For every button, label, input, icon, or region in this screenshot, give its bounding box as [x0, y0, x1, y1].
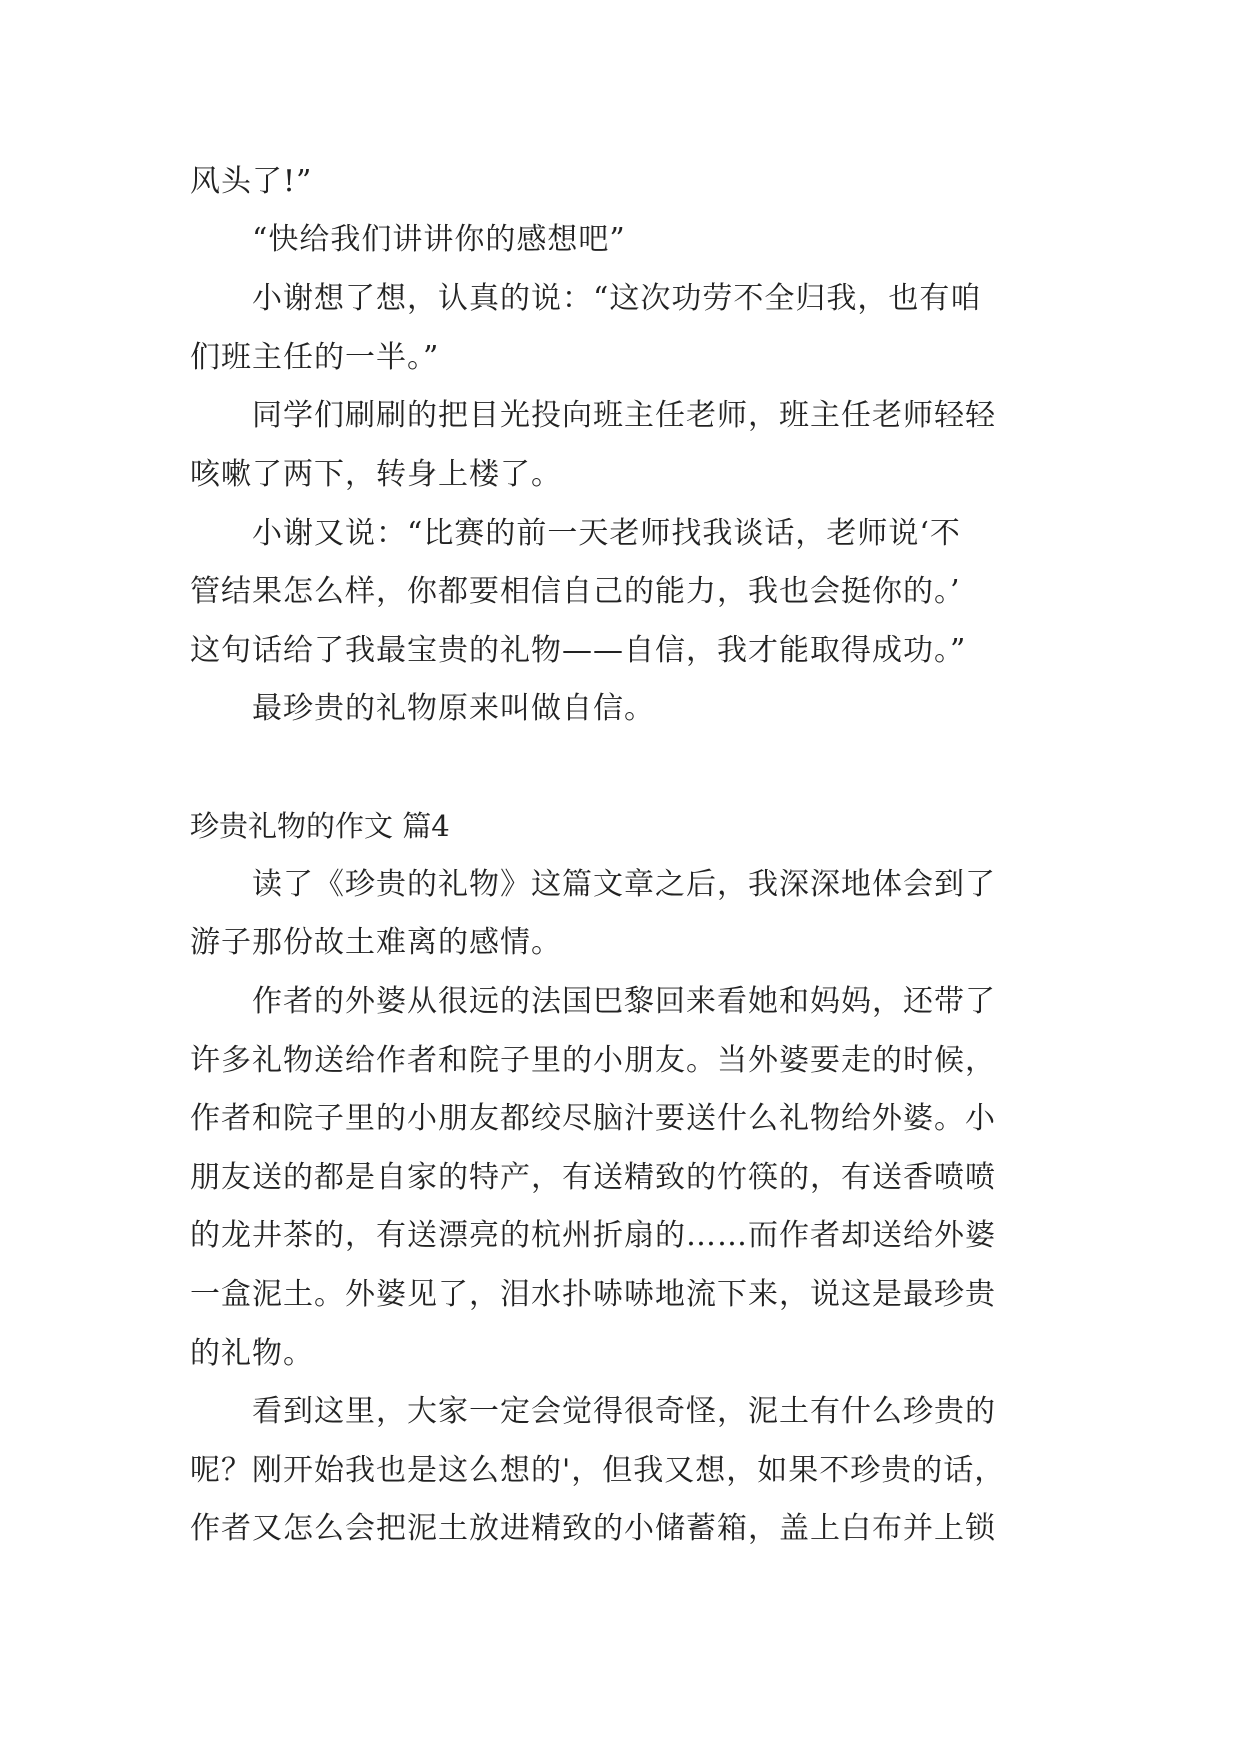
text-line: 小谢想了想，认真的说：“这次功劳不全归我，也有咱	[252, 281, 982, 316]
text-line: 作者的外婆从很远的法国巴黎回来看她和妈妈，还带了	[252, 984, 996, 1019]
text-line: 朋友送的都是自家的特产，有送精致的竹筷的，有送香喷喷	[190, 1160, 996, 1195]
text-line: 呢？刚开始我也是这么想的'，但我又想，如果不珍贵的话，	[190, 1453, 1006, 1488]
text-line: 管结果怎么样，你都要相信自己的能力，我也会挺你的。’	[190, 574, 961, 609]
text-line: 读了《珍贵的礼物》这篇文章之后，我深深地体会到了	[252, 867, 996, 902]
text-line: 风头了!”	[190, 164, 313, 199]
text-line: 这句话给了我最宝贵的礼物——自信，我才能取得成功。”	[190, 633, 967, 668]
text-line: 咳嗽了两下，转身上楼了。	[190, 457, 562, 492]
section-heading: 珍贵礼物的作文 篇4	[190, 809, 450, 843]
text-line: 游子那份故土难离的感情。	[190, 925, 562, 960]
text-line: 看到这里，大家一定会觉得很奇怪，泥土有什么珍贵的	[252, 1394, 996, 1429]
text-line: 们班主任的一半。”	[190, 340, 440, 375]
text-line: “快给我们讲讲你的感想吧”	[252, 222, 626, 257]
text-line: 小谢又说：“比赛的前一天老师找我谈话，老师说‘不	[252, 516, 961, 551]
text-line: 作者又怎么会把泥土放进精致的小储蓄箱，盖上白布并上锁	[190, 1511, 996, 1546]
text-line: 最珍贵的礼物原来叫做自信。	[252, 691, 655, 726]
text-line: 许多礼物送给作者和院子里的小朋友。当外婆要走的时候，	[190, 1043, 996, 1078]
text-line: 的龙井茶的，有送漂亮的杭州折扇的……而作者却送给外婆	[190, 1218, 996, 1253]
text-line: 一盒泥土。外婆见了，泪水扑哧哧地流下来，说这是最珍贵	[190, 1277, 996, 1312]
text-line: 同学们刷刷的把目光投向班主任老师，班主任老师轻轻	[252, 398, 996, 433]
text-line: 的礼物。	[190, 1336, 314, 1371]
text-line: 作者和院子里的小朋友都绞尽脑汁要送什么礼物给外婆。小	[190, 1101, 996, 1136]
